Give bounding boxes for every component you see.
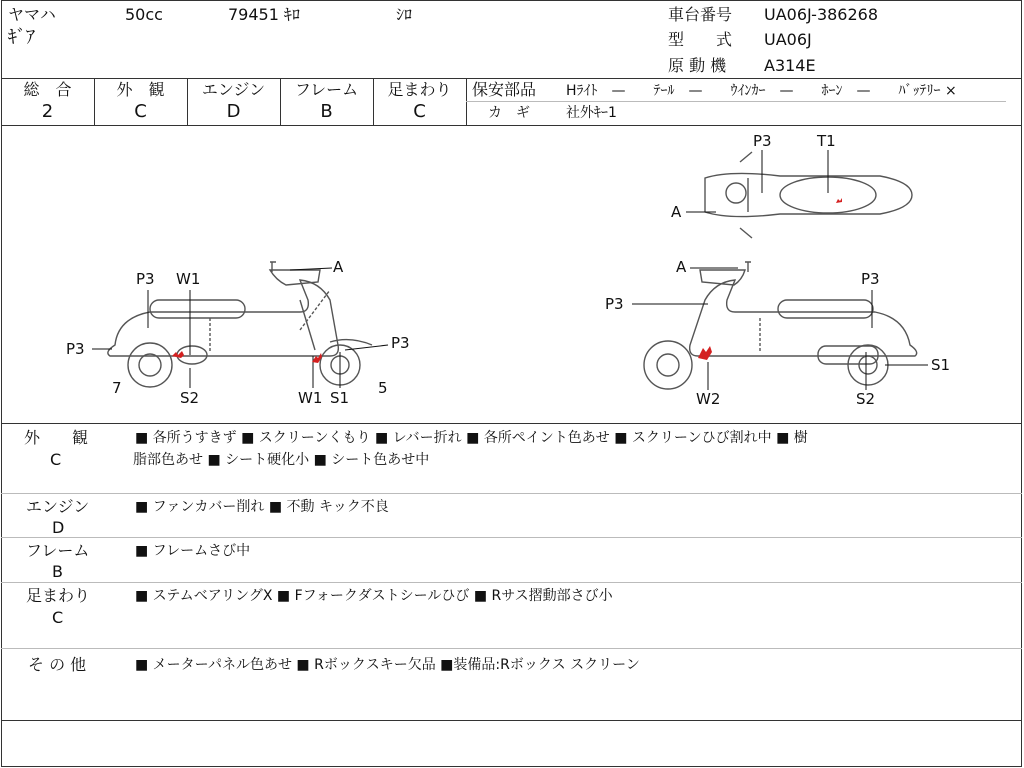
engine-label: 原 動 機 — [668, 56, 727, 75]
remark-grade-exterior: C — [50, 450, 62, 469]
diagram-bottom-line — [1, 423, 1022, 424]
svg-text:7: 7 — [112, 379, 122, 397]
safety-divider — [466, 101, 1006, 102]
maker: ヤマハ — [8, 5, 56, 24]
svg-text:P3: P3 — [391, 334, 410, 352]
svg-text:5: 5 — [378, 379, 388, 397]
svg-text:W1: W1 — [176, 270, 201, 288]
safety-label: 保安部品 — [472, 80, 537, 99]
svg-text:T1: T1 — [817, 132, 836, 150]
grade-header-exterior: 外 観 — [116, 80, 165, 99]
remark-text-engine: ■ ファンカバー削れ ■ 不動 キック不良 — [135, 499, 389, 515]
remark-label-suspension: 足まわり — [26, 586, 91, 605]
model-name: ｷﾞｱ — [8, 27, 35, 48]
remarks-divider — [1, 582, 1022, 583]
svg-text:S2: S2 — [856, 390, 876, 408]
grade-value-suspension: C — [413, 101, 426, 122]
svg-text:P3: P3 — [66, 340, 85, 358]
engine-value: A314E — [764, 56, 816, 75]
grades-bottom-line — [1, 125, 1022, 126]
remark-text-other: ■ メーターパネル色あせ ■ Rボックスキー欠品 ■装備品:Rボックス スクリーン — [135, 657, 640, 673]
remarks-bottom-line — [1, 720, 1022, 721]
key-value: 社外ｷｰ1 — [566, 105, 617, 121]
remark-label-frame: フレーム — [26, 541, 90, 560]
svg-text:A: A — [671, 203, 682, 221]
svg-text:P3: P3 — [753, 132, 772, 150]
scooter-left-side — [60, 255, 430, 410]
scooter-right-side — [600, 255, 970, 410]
svg-text:P3: P3 — [136, 270, 155, 288]
grade-header-frame: フレーム — [294, 80, 359, 99]
remark-grade-frame: B — [52, 562, 63, 581]
remark-text-frame: ■ フレームさび中 — [135, 543, 251, 559]
body-color: ｼﾛ — [396, 5, 413, 24]
damage-mark-top — [836, 198, 842, 203]
safety-items: Hﾗｲﾄ — ﾃｰﾙ — ｳｲﾝｶｰ — ﾎｰﾝ — ﾊﾞｯﾃﾘｰ × — [566, 83, 957, 99]
remark-text-suspension: ■ ステムベアリングX ■ Fフォークダストシールひび ■ Rサス摺動部さび小 — [135, 588, 613, 604]
odometer: 79451 ｷﾛ — [228, 5, 300, 24]
svg-text:S2: S2 — [180, 389, 200, 407]
remarks-divider — [1, 493, 1022, 494]
svg-text:P3: P3 — [861, 270, 880, 288]
key-label: カ ギ — [488, 105, 530, 121]
grade-value-engine: D — [226, 101, 241, 122]
grade-header-engine: エンジン — [201, 80, 266, 99]
remark-label-exterior: 外 観 — [24, 428, 89, 447]
scooter-top-view — [660, 130, 940, 240]
type-label: 型 式 — [668, 30, 733, 49]
grade-header-suspension: 足まわり — [387, 80, 452, 99]
damage-mark-right — [698, 346, 712, 360]
grade-value-exterior: C — [134, 101, 147, 122]
frame-no-label: 車台番号 — [668, 5, 733, 24]
frame-no: UA06J-386268 — [764, 5, 879, 24]
svg-text:P3: P3 — [605, 295, 624, 313]
remark-label-other: そ の 他 — [28, 655, 87, 674]
svg-text:W2: W2 — [696, 390, 721, 408]
grade-header-overall: 総 合 — [23, 80, 72, 99]
remark-label-engine: エンジン — [26, 497, 90, 516]
svg-text:A: A — [333, 258, 344, 276]
svg-text:S1: S1 — [931, 356, 951, 374]
svg-text:S1: S1 — [330, 389, 350, 407]
displacement: 50cc — [125, 5, 163, 24]
grades-top-line — [1, 78, 1022, 79]
remarks-divider — [1, 537, 1022, 538]
svg-text:A: A — [676, 258, 687, 276]
remark-text-exterior-cont: 脂部色あせ ■ シート硬化小 ■ シート色あせ中 — [133, 452, 430, 468]
type-value: UA06J — [764, 30, 812, 49]
damage-mark-left — [172, 351, 322, 363]
remark-grade-suspension: C — [52, 608, 64, 627]
remarks-divider — [1, 648, 1022, 649]
svg-text:W1: W1 — [298, 389, 323, 407]
grade-value-frame: B — [320, 101, 333, 122]
grade-value-overall: 2 — [41, 101, 54, 122]
remark-grade-engine: D — [52, 518, 65, 537]
remark-text-exterior: ■ 各所うすきず ■ スクリーンくもり ■ レバー折れ ■ 各所ペイント色あせ ■ スクリーンひび割れ中 ■ 樹 — [135, 430, 808, 446]
